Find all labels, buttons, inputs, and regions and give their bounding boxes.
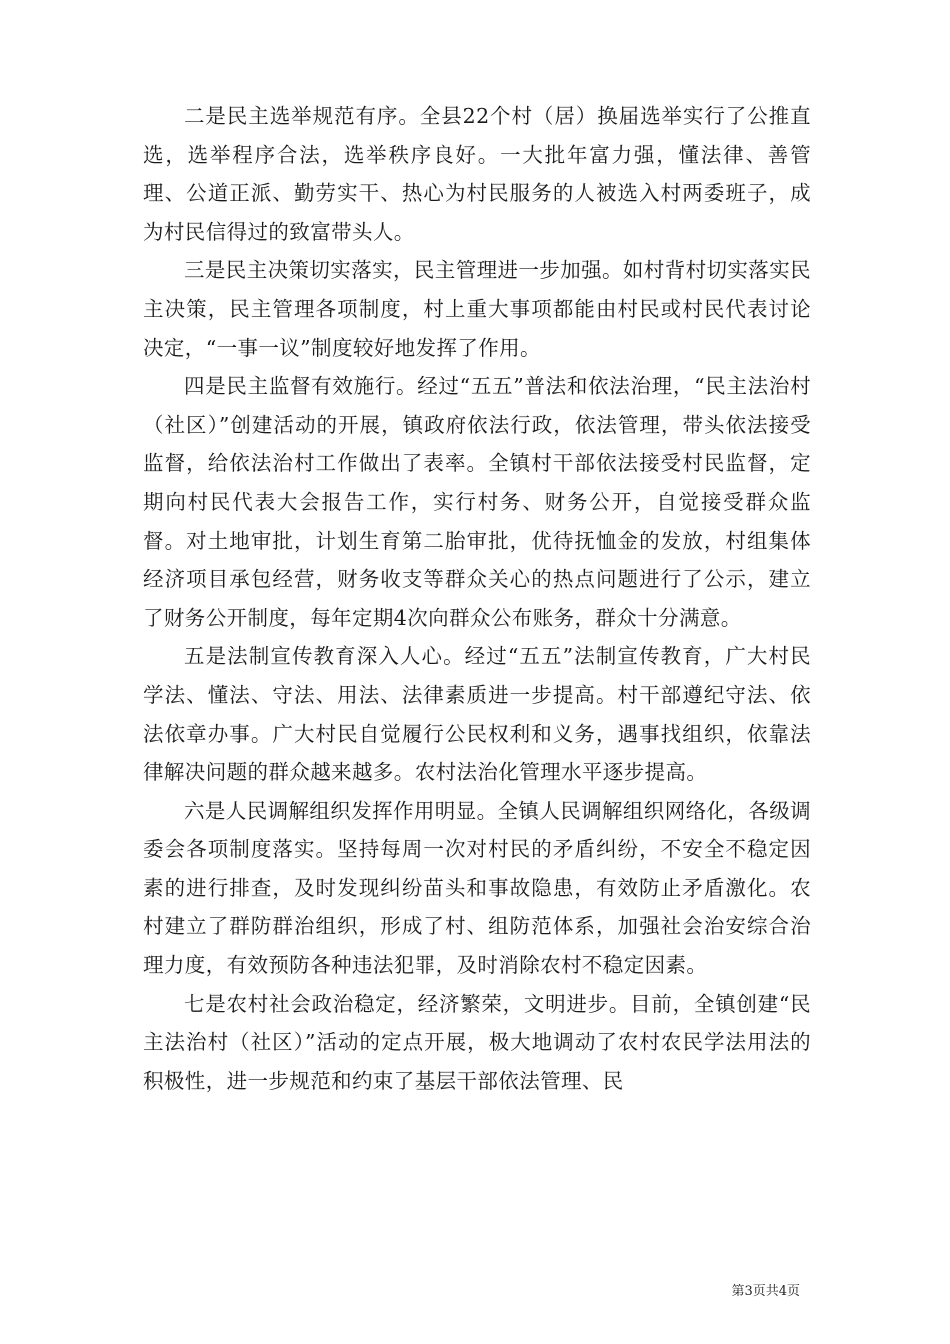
paragraph-legal-education: 五是法制宣传教育深入人心。经过“五五”法制宣传教育，广大村民学法、懂法、守法、用法、法律素质进一步提高。村干部遵纪守法、依法依章办事。广大村民自觉履行公民权利和义务，遇事找组织，依靠法律解决问题的群众越来越多。农村法治化管理水平逐步提高。 (143, 644, 811, 785)
paragraph-stability: 七是农村社会政治稳定，经济繁荣，文明进步。目前，全镇创建“民主法治村（社区）”活动的定点开展，极大地调动了农村农民学法用法的积极性，进一步规范和约束了基层干部依法管理、民 (143, 991, 811, 1093)
paragraph-mediation: 六是人民调解组织发挥作用明显。全镇人民调解组织网络化，各级调委会各项制度落实。坚持每周一次对村民的矛盾纠纷，不安全不稳定因素的进行排查，及时发现纠纷苗头和事故隐患，有效防止矛盾激化。农村建立了群防群治组织，形成了村、组防范体系，加强社会治安综合治理力度，有效预防各种违法犯罪，及时消除农村不稳定因素。 (143, 798, 811, 978)
page-number-footer: 第3页共4页 (731, 1284, 800, 1299)
paragraph-democratic-decision: 三是民主决策切实落实，民主管理进一步加强。如村背村切实落实民主决策，民主管理各项制度，村上重大事项都能由村民或村民代表讨论决定，“一事一议”制度较好地发挥了作用。 (143, 258, 811, 360)
paragraph-democratic-election: 二是民主选举规范有序。全县22个村（居）换届选举实行了公推直选，选举程序合法，选举秩序良好。一大批年富力强，懂法律、善管理、公道正派、勤劳实干、热心为村民服务的人被选入村两委班子，成为村民信得过的致富带头人。 (143, 104, 811, 244)
paragraph-democratic-supervision: 四是民主监督有效施行。经过“五五”普法和依法治理，“民主法治村（社区）”创建活动的开展，镇政府依法行政，依法管理，带头依法接受监督，给依法治村工作做出了表率。全镇村干部依法接受村民监督，定期向村民代表大会报告工作，实行村务、财务公开，自觉接受群众监督。对土地审批，计划生育第二胎审批，优待抚恤金的发放，村组集体经济项目承包经营，财务收支等群众关心的热点问题进行了公示，建立了财务公开制度，每年定期4次向群众公布账务，群众十分满意。 (143, 374, 811, 630)
document-body (143, 97, 811, 1100)
